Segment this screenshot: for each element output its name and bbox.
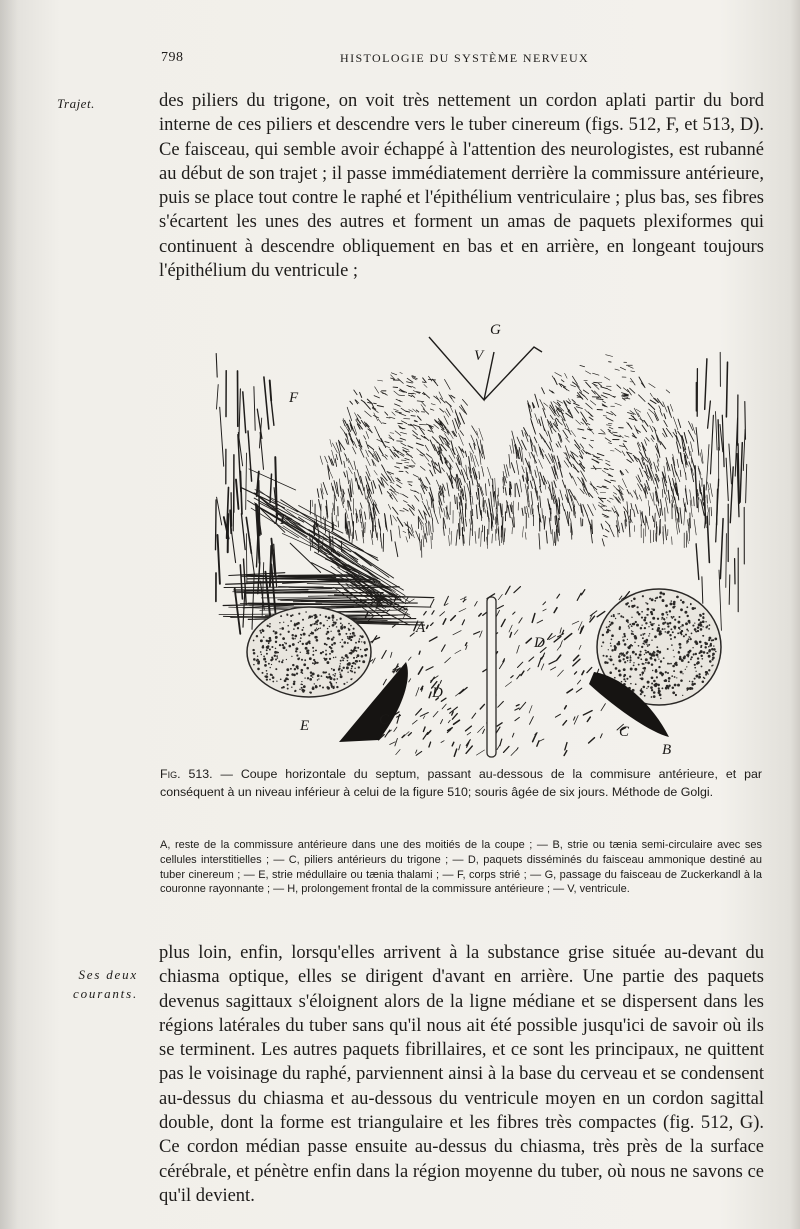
label-g: G [490, 322, 501, 338]
histology-drawing [214, 312, 754, 762]
margin-note-courants-line1: Ses deux [78, 967, 138, 982]
label-c-right: C [619, 724, 630, 740]
page-number: 798 [161, 50, 184, 65]
label-v: V [474, 348, 484, 364]
page-header [0, 50, 800, 70]
figure-legend: A, reste de la commissure antérieure dans une des moitiés de la coupe ; — B, strie ou tænia semi-circulaire avec ses cellules interstitielles ; — C, piliers antérieurs du trigone ; — D, paquets disséminés du faisceau ammonique destiné au tuber cinereum ; — E, strie médullaire ou tænia thalami ; — F, corps strié ; — G, passage du faisceau de Zuckerkandl à la couronne rayonnante ; — H, prolongement frontal de la commissure antérieure ; — V, ventricule. [160, 839, 762, 896]
figure-513 [214, 312, 754, 762]
paragraph-1: des piliers du trigone, on voit très nettement un cordon aplati partir du bord interne de ces piliers et descendre vers le tuber cinereum (figs. 512, F, et 513, D). Ce faisceau, qui semble avoir échappé à l'attention des neurologistes, est rubanné au début de son trajet ; il passe immédiatement derrière la commissure antérieure, puis se place tout contre le raphé et l'épithélium ventriculaire ; plus bas, ses fibres s'écartent les unes des autres et forment un amas de paquets plexiformes qui continuent à descendre obliquement en bas et en arrière, en longeant toujours l'épithélium du ventricule ; [159, 91, 764, 282]
label-c-left: C [379, 712, 390, 728]
raphe [487, 597, 496, 757]
ventricle-outline [429, 337, 542, 400]
caption-text: — Coupe horizontale du septum, passant au-dessous de la commisure antérieure, et par conséquent à un niveau inférieur à celui de la figure 510; souris âgée de six jours. Méthode de Golgi. [160, 767, 762, 799]
label-h: H [274, 512, 285, 528]
running-title: HISTOLOGIE DU SYSTÈME NERVEUX [340, 51, 590, 65]
paragraph-2: plus loin, enfin, lorsqu'elles arrivent à la substance grise située au-devant du chiasma optique, elles se dirigent d'avant en arrière. Une partie des paquets devenus sagittaux s'éloignent alors de la ligne médiane et se dispersent dans les régions latérales du tuber sans qu'il nous ait été possible jusqu'ici de savoir où ils se terminent. Les autres paquets fibrillaires, et ce sont les principaux, ne quittent pas le voisinage du raphé, parviennent ainsi à la base du cerveau et se condensent au-dessus du chiasma et au-dessous du ventricule moyen en un cordon sagittal double, dont la forme est triangulaire et les fibres très compactes (fig. 512, G). Ce cordon médian passe ensuite au-dessus du chiasma, très près de la surface cérébrale, et pénètre enfin dans la région moyenne du tuber, où nous ne savons ce qu'il devient. [159, 943, 764, 1206]
label-d-right: D [534, 635, 545, 651]
label-d-left: D [432, 685, 443, 701]
figure-number: Fig. 513. [160, 767, 213, 781]
label-b: B [662, 742, 672, 758]
margin-note-courants [40, 965, 138, 1003]
label-a: A [416, 620, 426, 636]
margin-note-courants-line2: courants. [73, 986, 138, 1001]
label-e: E [300, 718, 310, 734]
margin-note-trajet: Trajet. [57, 96, 95, 111]
figure-caption [160, 766, 762, 801]
label-f: F [289, 390, 299, 406]
